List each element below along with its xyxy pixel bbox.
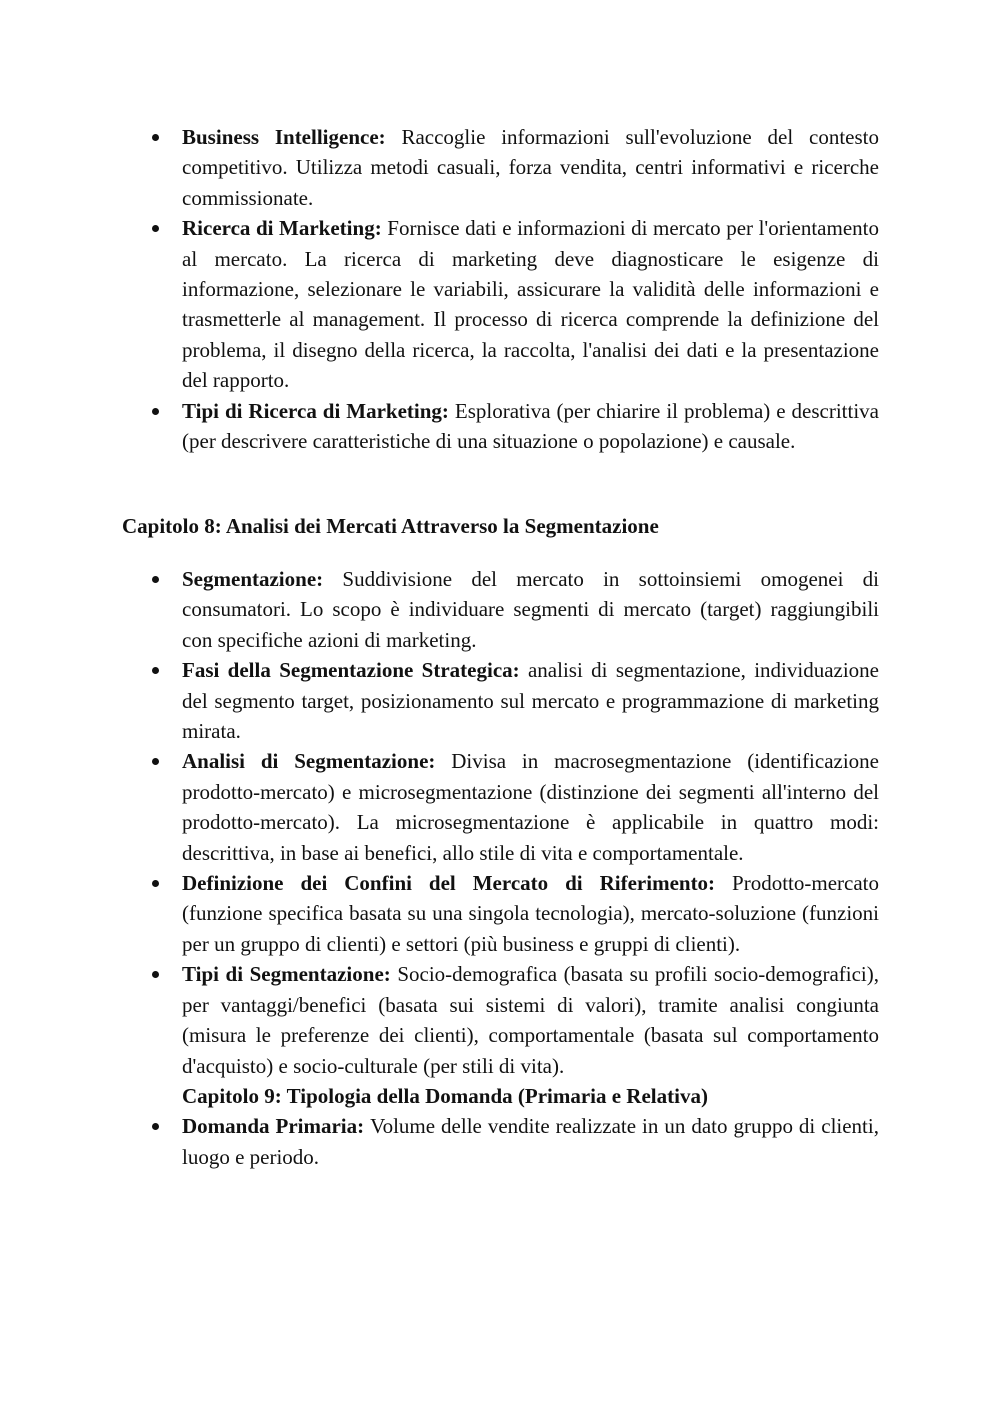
bullet-icon bbox=[152, 134, 159, 141]
bullet-icon bbox=[152, 576, 159, 583]
list-item bbox=[150, 564, 879, 655]
list-item-term: Tipi di Segmentazione: bbox=[182, 962, 398, 987]
list-item-term: Domanda Primaria: bbox=[182, 1114, 371, 1139]
list-item-text: Volume delle vendite realizzate in un dato gruppo di clienti, luogo e periodo. bbox=[182, 1114, 879, 1169]
list-item-term: Ricerca di Marketing: bbox=[182, 216, 388, 241]
bullet-icon bbox=[152, 667, 159, 674]
list-item-text: analisi di segmentazione, individuazione del segmento target, posizionamento sul mercato e programmazione di marketing mirata. bbox=[182, 658, 879, 744]
list-item-term: Tipi di Ricerca di Marketing: bbox=[182, 398, 455, 423]
list-item bbox=[150, 396, 879, 457]
bullet-list-segmentation bbox=[150, 564, 879, 1172]
bullet-list-marketing-research bbox=[150, 122, 879, 456]
list-item-text: Divisa in macrosegmentazione (identificazione prodotto-mercato) e microsegmentazione (distinzione dei segmenti all'interno del prodotto-mercato). La microsegmentazione è applicabile in quattro modi: descrittiva, in base ai benefici, allo stile di vita e comportamentale. bbox=[182, 749, 879, 865]
list-item-text: Socio-demografica (basata su profili socio-demografici), per vantaggi/benefici (basata sui sistemi di valori), tramite analisi congiunta (misura le preferenze dei clienti), comportamentale (basata sul comportamento d'acquisto) e socio-culturale (per stili di vita). bbox=[182, 962, 879, 1078]
list-item bbox=[150, 213, 879, 395]
bullet-icon bbox=[152, 758, 159, 765]
bullet-icon bbox=[152, 971, 159, 978]
list-item bbox=[150, 959, 879, 1111]
list-item-term: Definizione dei Confini del Mercato di Riferimento: bbox=[182, 871, 733, 896]
bullet-icon bbox=[152, 1123, 159, 1130]
list-item bbox=[150, 655, 879, 746]
list-item-text: Prodotto-mercato (funzione specifica basata su una singola tecnologia), mercato-soluzione (funzioni per un gruppo di clienti) e settori (più business e gruppi di clienti). bbox=[182, 871, 879, 956]
list-item bbox=[150, 122, 879, 213]
bullet-icon bbox=[152, 225, 159, 232]
list-item bbox=[150, 868, 879, 959]
list-item-text: Esplorativa (per chiarire il problema) e descrittiva (per descrivere caratteristiche di una situazione o popolazione) e causale. bbox=[182, 398, 879, 454]
chapter-9-heading: Capitolo 9: Tipologia della Domanda (Primaria e Relativa) bbox=[182, 1083, 708, 1108]
chapter-8-heading: Capitolo 8: Analisi dei Mercati Attraverso la Segmentazione bbox=[122, 514, 659, 538]
bullet-icon bbox=[152, 408, 159, 415]
bullet-icon bbox=[152, 880, 159, 887]
list-item-term: Segmentazione: bbox=[182, 567, 343, 591]
list-item-text: Fornisce dati e informazioni di mercato per l'orientamento al mercato. La ricerca di marketing deve diagnosticare le esigenze di informazione, selezionare le variabili, assicurare la validità delle informazioni e trasmetterle al management. Il processo di ricerca comprende la definizione del problema, il disegno della ricerca, la raccolta, l'analisi dei dati e la presentazione del rapporto. bbox=[182, 216, 879, 393]
list-item-term: Fasi della Segmentazione Strategica: bbox=[182, 658, 528, 683]
list-item-term: Analisi di Segmentazione: bbox=[182, 749, 452, 774]
list-item-text: Raccoglie informazioni sull'evoluzione del contesto competitivo. Utilizza metodi casuali, forza vendita, centri informativi e ricerche commissionate. bbox=[182, 125, 879, 210]
list-item bbox=[150, 1111, 879, 1172]
list-item-text: Suddivisione del mercato in sottoinsiemi omogenei di consumatori. Lo scopo è individuare segmenti di mercato (target) raggiungibili con specifiche azioni di marketing. bbox=[182, 567, 879, 652]
list-item bbox=[150, 746, 879, 868]
list-item-term: Business Intelligence: bbox=[182, 125, 402, 149]
